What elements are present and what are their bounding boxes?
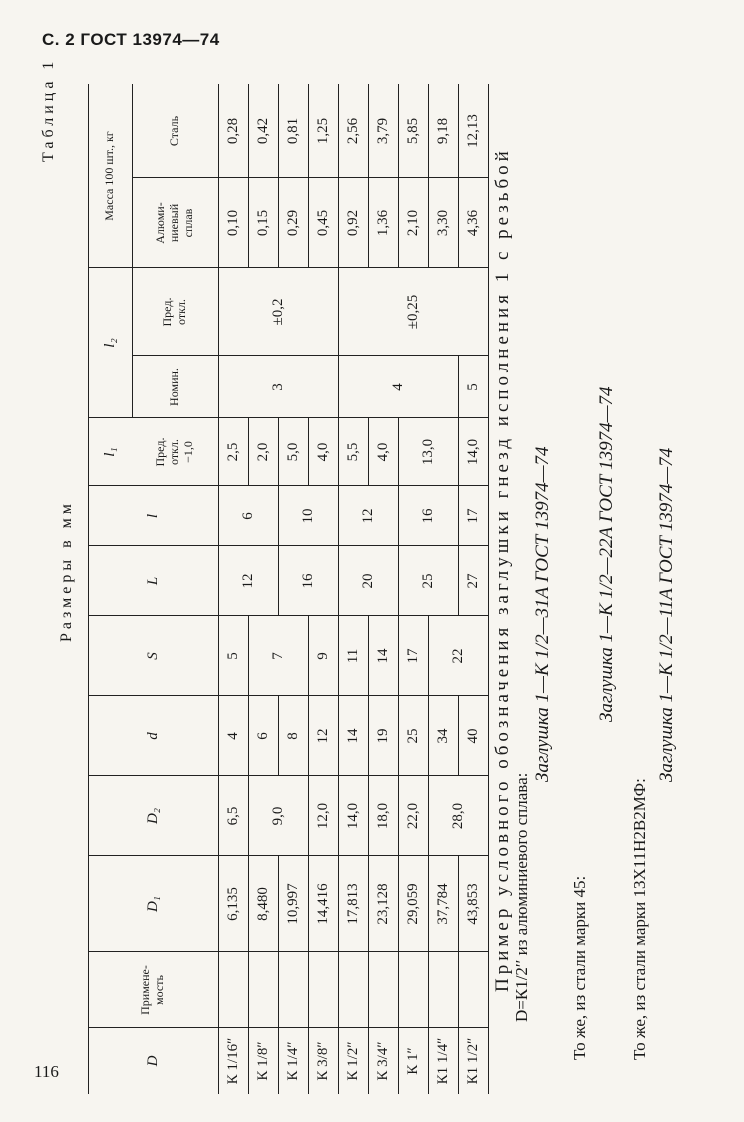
cell-d: 12 [314,728,331,744]
cell-l1-dev: 2,0 [254,442,271,462]
cell-mass-steel: 12,13 [464,114,481,148]
cell-D1: 43,853 [464,883,481,925]
dims-caption: Размеры в мм [58,500,75,642]
cell-d: 40 [464,728,481,744]
cell-D2: 14,0 [344,802,361,830]
cell-l2-nom: 5 [464,383,481,391]
header-applicability: Примене- мость [138,965,166,1015]
cell-D: К 1″ [404,1047,421,1075]
cell-l: 10 [299,508,316,524]
cell-l2-nom: 3 [269,383,286,391]
header-l2-deviation: Пред. откл. [160,297,188,327]
header-mass: Масса 100 шт., кг [102,131,117,221]
cell-d: 25 [404,728,421,744]
cell-mass-aluminium: 1,36 [374,209,391,237]
cell-l1-dev: 4,0 [314,442,331,462]
header-l2-nominal: Номин. [167,368,182,406]
cell-D: К 1/2″ [344,1041,361,1081]
cell-S: 17 [404,648,421,664]
cell-l1-dev: 14,0 [464,438,481,466]
cell-D2: 6,5 [224,806,241,826]
cell-mass-steel: 0,81 [284,117,301,145]
cell-D2: 9,0 [269,806,286,826]
cell-S: 5 [224,652,241,660]
cell-mass-steel: 9,18 [434,117,451,145]
cell-D2: 12,0 [314,802,331,830]
cell-L: 25 [419,573,436,589]
cell-l1-dev: 5,5 [344,442,361,462]
header-l2: l₂ [101,338,118,348]
cell-mass-aluminium: 3,30 [434,209,451,237]
cell-D2: 18,0 [374,802,391,830]
header-D1: D₁ [144,895,161,913]
cell-S: 9 [314,652,331,660]
cell-l1-dev: 4,0 [374,442,391,462]
cell-l2-dev: ±0,2 [269,298,286,326]
cell-D: К1 1/4″ [434,1037,451,1085]
header-steel: Сталь [167,115,182,147]
cell-S: 14 [374,648,391,664]
cell-mass-steel: 2,56 [344,117,361,145]
cell-mass-aluminium: 0,92 [344,209,361,237]
header-S: S [144,652,161,660]
cell-D1: 10,997 [284,883,301,925]
table-label: Таблица 1 [40,57,57,162]
header-l1: l₁ [101,447,118,457]
page-header: С. 2 ГОСТ 13974—74 [42,30,220,49]
cell-l: 16 [419,508,436,524]
header-D: D [144,1055,161,1067]
cell-L: 12 [239,573,256,589]
header-aluminium: Алюми- ниевый сплав [153,202,195,244]
cell-S: 11 [344,648,361,664]
cell-D: К 3/8″ [314,1041,331,1081]
cell-d: 34 [434,728,451,744]
example-line-4: То же, из стали марки 13Х11Н2В2МФ: [630,778,649,1060]
cell-D: К 3/4″ [374,1041,391,1081]
cell-mass-steel: 3,79 [374,117,391,145]
cell-D1: 23,128 [374,883,391,925]
cell-D1: 8,480 [254,887,271,921]
cell-mass-aluminium: 0,15 [254,209,271,237]
cell-d: 6 [254,732,271,740]
cell-D1: 37,784 [434,883,451,925]
cell-l2-nom: 4 [389,383,406,391]
cell-d: 8 [284,732,301,740]
cell-D: К 1/4″ [284,1041,301,1081]
page-number: 116 [34,1062,59,1081]
designation-2: Заглушка 1—К 1/2—22А ГОСТ 13974—74 [596,386,617,722]
cell-mass-aluminium: 0,29 [284,209,301,237]
header-L: L [144,576,161,586]
cell-l2-dev: ±0,25 [404,294,421,330]
cell-S: 7 [269,652,286,660]
header-l1-deviation: Пред. откл. −1,0 [153,437,195,467]
example-line-3: То же, из стали марки 45: [570,875,589,1060]
example-line-2: D=К1/2′′ из алюминиевого сплава: [512,772,531,1022]
header-D2: D₂ [144,807,161,825]
cell-mass-aluminium: 2,10 [404,209,421,237]
cell-mass-steel: 0,42 [254,117,271,145]
cell-mass-steel: 1,25 [314,117,331,145]
cell-L: 20 [359,573,376,589]
cell-mass-aluminium: 4,36 [464,209,481,237]
header-d: d [144,732,161,740]
cell-mass-aluminium: 0,10 [224,209,241,237]
cell-D: К 1/8″ [254,1041,271,1081]
table-bottom-rule [488,84,489,1094]
cell-l1-dev: 5,0 [284,442,301,462]
cell-D1: 14,416 [314,883,331,925]
cell-L: 16 [299,573,316,589]
cell-mass-steel: 5,85 [404,117,421,145]
cell-l1-dev: 13,0 [419,438,436,466]
cell-D1: 17,813 [344,883,361,925]
cell-D2: 28,0 [449,802,466,830]
cell-L: 27 [464,573,481,589]
cell-l: 17 [464,508,481,524]
cell-l: 6 [239,512,256,520]
cell-S: 22 [449,648,466,664]
cell-mass-aluminium: 0,45 [314,209,331,237]
cell-d: 14 [344,728,361,744]
example-line-1: Пример условного обозначения заглушки гнезд исполнения 1 с резьбой [492,147,513,992]
cell-mass-steel: 0,28 [224,117,241,145]
cell-D1: 29,059 [404,883,421,925]
cell-D2: 22,0 [404,802,421,830]
cell-d: 4 [224,732,241,740]
designation-1: Заглушка 1—К 1/2—31А ГОСТ 13974—74 [532,446,553,782]
cell-d: 19 [374,728,391,744]
cell-D: К 1/16″ [224,1037,241,1085]
cell-D1: 6,135 [224,887,241,921]
designation-3: Заглушка 1—К 1/2—11А ГОСТ 13974—74 [656,447,677,782]
dimensions-table [88,84,481,1094]
cell-l1-dev: 2,5 [224,442,241,462]
cell-l: 12 [359,508,376,524]
cell-D: К1 1/2″ [464,1037,481,1085]
header-l: l [144,513,161,519]
